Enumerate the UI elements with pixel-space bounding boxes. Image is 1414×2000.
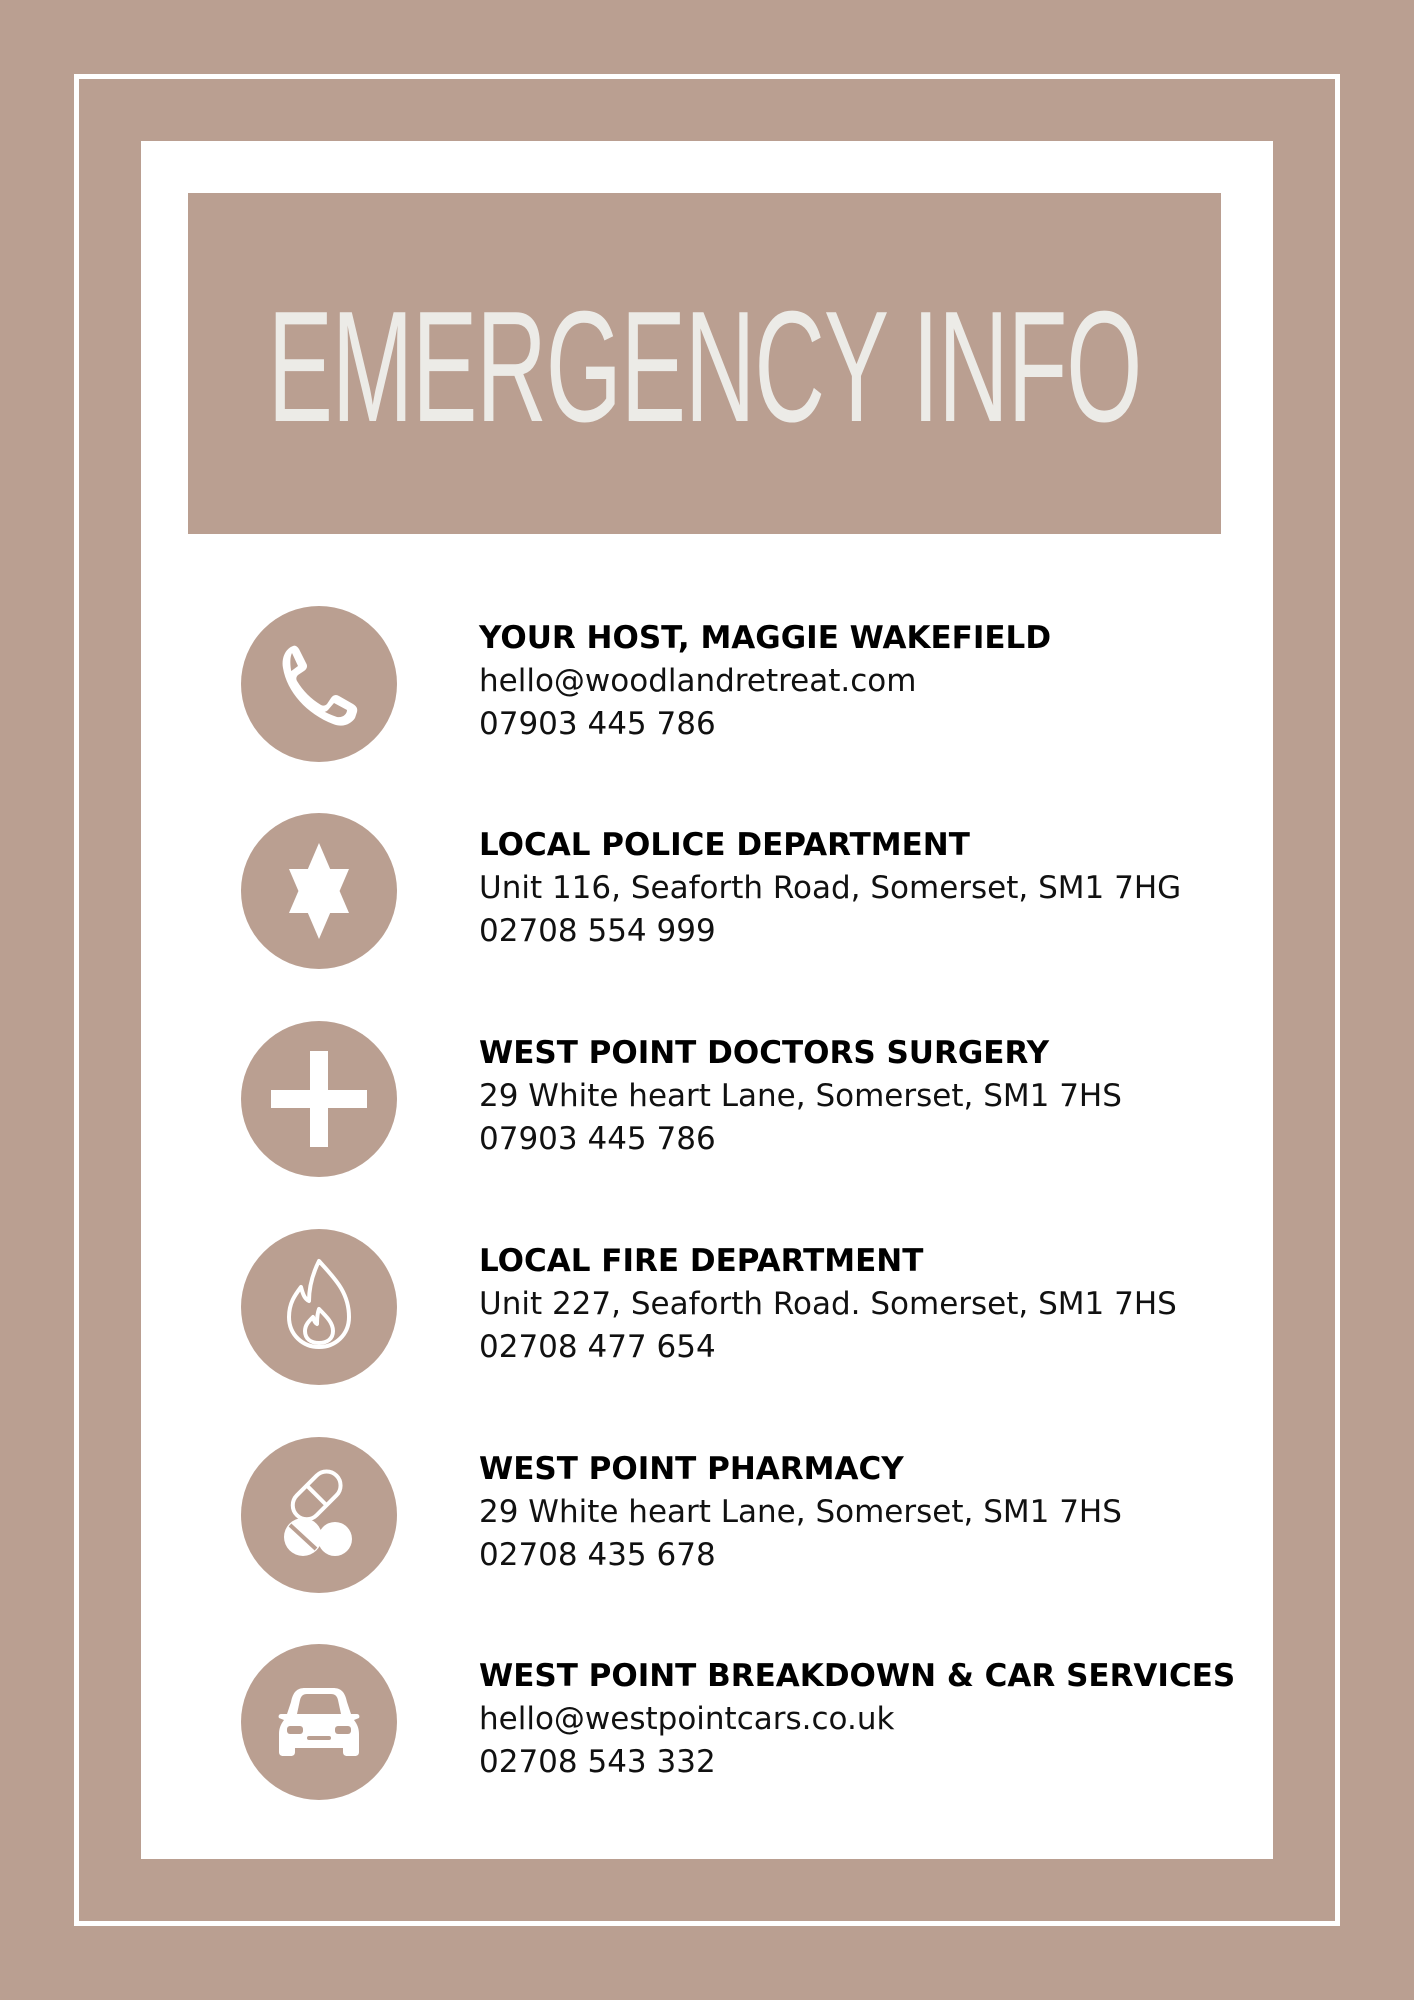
contact-address: 29 White heart Lane, Somerset, SM1 7HS [479, 1078, 1122, 1114]
contact-address: 29 White heart Lane, Somerset, SM1 7HS [479, 1494, 1122, 1530]
contact-phone: 07903 445 786 [479, 1121, 716, 1157]
title-banner [188, 193, 1221, 534]
contact-address: Unit 116, Seaforth Road, Somerset, SM1 7HG [479, 870, 1182, 906]
contact-email: hello@westpointcars.co.uk [479, 1701, 895, 1737]
contact-phone: 02708 477 654 [479, 1329, 716, 1365]
contact-name: LOCAL FIRE DEPARTMENT [479, 1243, 924, 1279]
contact-phone: 07903 445 786 [479, 706, 716, 742]
contact-host [0, 606, 1414, 766]
medical-cross-icon [241, 1021, 397, 1177]
contact-phone: 02708 543 332 [479, 1744, 716, 1780]
contact-name: YOUR HOST, MAGGIE WAKEFIELD [479, 620, 1052, 656]
page-title: EMERGENCY INFO [267, 278, 1142, 455]
contact-address: Unit 227, Seaforth Road. Somerset, SM1 7HS [479, 1286, 1177, 1322]
contact-police [0, 813, 1414, 973]
contact-name: WEST POINT BREAKDOWN & CAR SERVICES [479, 1658, 1236, 1694]
fire-icon [241, 1229, 397, 1385]
contact-name: WEST POINT DOCTORS SURGERY [479, 1035, 1050, 1071]
contact-phone: 02708 554 999 [479, 913, 716, 949]
contact-fire [0, 1229, 1414, 1389]
contact-car-services [0, 1644, 1414, 1804]
car-icon [241, 1644, 397, 1800]
star-of-david-icon [241, 813, 397, 969]
contact-pharmacy [0, 1437, 1414, 1597]
phone-icon [241, 606, 397, 762]
contact-phone: 02708 435 678 [479, 1537, 716, 1573]
pills-icon [241, 1437, 397, 1593]
contact-name: WEST POINT PHARMACY [479, 1451, 904, 1487]
contact-name: LOCAL POLICE DEPARTMENT [479, 827, 970, 863]
contact-doctors [0, 1021, 1414, 1181]
contact-email: hello@woodlandretreat.com [479, 663, 917, 699]
